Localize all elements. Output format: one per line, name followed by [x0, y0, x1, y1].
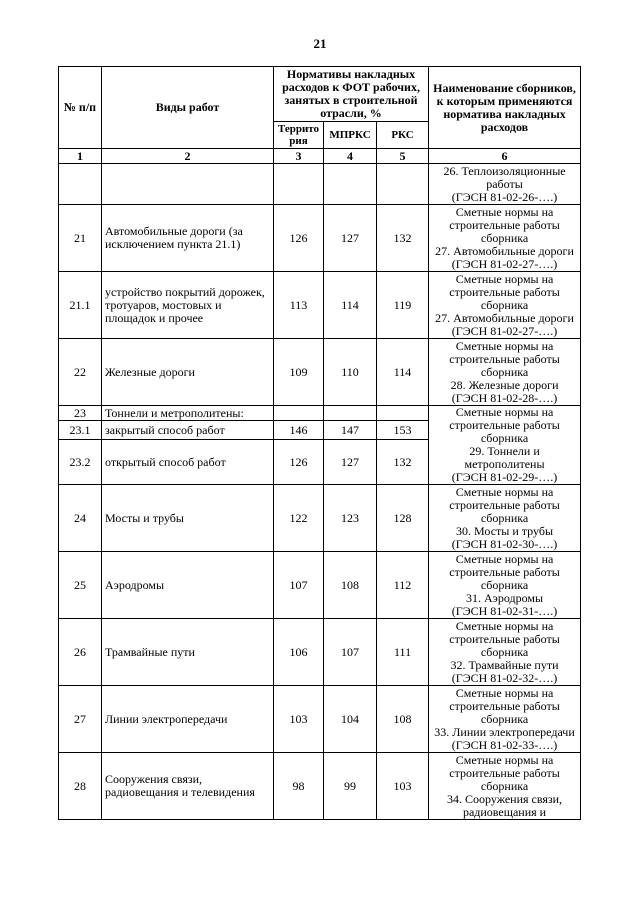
table-row	[59, 686, 581, 753]
collection-cell	[429, 753, 581, 820]
row-number: 22	[59, 339, 102, 406]
collection-line: метрополитены	[464, 457, 545, 471]
collection-line: Сметные нормы на	[455, 551, 554, 566]
collection-line: Сметные нормы на	[455, 405, 554, 419]
index-cell: 5	[377, 149, 429, 164]
collection-line: сборника	[480, 297, 529, 312]
territory-value: 107	[274, 552, 324, 619]
work-type-cell: Сооружения связи, радиовещания и телевидения	[102, 753, 274, 820]
mprks-value: 108	[324, 552, 377, 619]
collection-line: строительные работы	[449, 497, 560, 512]
collection-line: 26. Теплоизоляционные	[443, 163, 566, 178]
collection-line: сборника	[480, 431, 529, 445]
collection-line: Сметные нормы на	[455, 271, 554, 286]
rks-value: 114	[377, 339, 429, 406]
overhead-norms-table	[58, 66, 581, 820]
row-number: 27	[59, 686, 102, 753]
collection-line: сборника	[480, 711, 529, 726]
collection-line: Сметные нормы на	[455, 752, 554, 767]
row-number: 23	[59, 406, 102, 421]
page-number: 21	[313, 36, 327, 51]
work-type-cell: Тоннели и метрополитены:	[102, 406, 274, 421]
collection-line: 29. Тоннели и	[469, 444, 540, 458]
index-cell: 1	[59, 149, 102, 164]
table-row	[59, 339, 581, 406]
territory-value	[274, 164, 324, 205]
rks-value: 108	[377, 686, 429, 753]
collection-line: (ГЭСН 81-02-27-….)	[451, 323, 558, 338]
column-index-row	[59, 149, 581, 164]
row-number: 21	[59, 205, 102, 272]
row-number: 28	[59, 753, 102, 820]
work-type-cell: Линии электропередачи	[102, 686, 274, 753]
territory-value: 103	[274, 686, 324, 753]
collection-line: Сметные нормы на	[455, 204, 554, 219]
collection-cell	[429, 164, 581, 205]
rks-value: 119	[377, 272, 429, 339]
rks-value: 111	[377, 619, 429, 686]
collection-cell	[429, 406, 581, 485]
collection-line: радиовещания и	[462, 804, 547, 819]
territory-value: 106	[274, 619, 324, 686]
header-num: № п/п	[59, 67, 102, 149]
row-number: 23.1	[59, 421, 102, 440]
collection-line: (ГЭСН 81-02-31-….)	[451, 603, 558, 618]
mprks-value: 147	[324, 421, 377, 440]
header-mprks: МПРКС	[324, 122, 377, 149]
collection-line: сборника	[480, 510, 529, 525]
header-norms: Нормативы накладных расходов к ФОТ рабочих, занятых в строительной отрасли, %	[274, 67, 429, 122]
table-row	[59, 406, 581, 421]
territory-value: 126	[274, 205, 324, 272]
collection-line: строительные работы	[449, 217, 560, 232]
collection-line: (ГЭСН 81-02-33-….)	[451, 737, 558, 752]
work-type-cell: закрытый способ работ	[102, 421, 274, 440]
row-number: 25	[59, 552, 102, 619]
table-row	[59, 205, 581, 272]
collection-line: строительные работы	[449, 418, 560, 432]
territory-value: 113	[274, 272, 324, 339]
rks-value: 112	[377, 552, 429, 619]
collection-line: (ГЭСН 81-02-28-….)	[451, 390, 558, 405]
header-work-type: Виды работ	[102, 67, 274, 149]
collection-line: строительные работы	[449, 631, 560, 646]
work-type-cell	[102, 164, 274, 205]
collection-line: работы	[486, 176, 523, 191]
work-type-cell: Железные дороги	[102, 339, 274, 406]
territory-value: 109	[274, 339, 324, 406]
collection-line: 34. Сооружения связи,	[447, 791, 563, 806]
rks-value: 128	[377, 485, 429, 552]
collection-cell	[429, 552, 581, 619]
collection-cell	[429, 619, 581, 686]
collection-line: сборника	[480, 577, 529, 592]
index-cell: 3	[274, 149, 324, 164]
collection-line: (ГЭСН 81-02-29-….)	[451, 470, 558, 484]
collection-line: 27. Автомобильные дороги	[435, 310, 574, 325]
rks-value	[377, 164, 429, 205]
index-cell: 2	[102, 149, 274, 164]
collection-line: (ГЭСН 81-02-30-….)	[451, 536, 558, 551]
mprks-value: 110	[324, 339, 377, 406]
collection-line: 31. Аэродромы	[466, 590, 544, 605]
mprks-value	[324, 406, 377, 421]
mprks-value: 107	[324, 619, 377, 686]
work-type-cell: Автомобильные дороги (за исключением пункта 21.1)	[102, 205, 274, 272]
collection-line: 33. Линии электропередачи	[434, 724, 575, 739]
work-type-cell: открытый способ работ	[102, 440, 274, 485]
rks-value: 153	[377, 421, 429, 440]
table-row	[59, 272, 581, 339]
header-territory: Террито рия	[274, 122, 324, 149]
row-number: 26	[59, 619, 102, 686]
mprks-value: 127	[324, 440, 377, 485]
collection-cell	[429, 485, 581, 552]
index-cell: 4	[324, 149, 377, 164]
collection-line: 27. Автомобильные дороги	[435, 243, 574, 258]
table-row	[59, 619, 581, 686]
table-row	[59, 164, 581, 205]
header-collections: Наименование сборников, к которым применяются норматива накладных расходов	[429, 67, 581, 149]
collection-line: сборника	[480, 644, 529, 659]
collection-line: строительные работы	[449, 351, 560, 366]
table-row	[59, 753, 581, 820]
territory-value: 98	[274, 753, 324, 820]
collection-line: 30. Мосты и трубы	[456, 523, 554, 538]
work-type-cell: Аэродромы	[102, 552, 274, 619]
mprks-value: 127	[324, 205, 377, 272]
rks-value	[377, 406, 429, 421]
collection-line: (ГЭСН 81-02-26-….)	[451, 189, 558, 204]
collection-cell	[429, 686, 581, 753]
collection-line: строительные работы	[449, 564, 560, 579]
row-number	[59, 164, 102, 205]
rks-value: 132	[377, 440, 429, 485]
collection-line: строительные работы	[449, 284, 560, 299]
mprks-value: 104	[324, 686, 377, 753]
work-type-cell: Мосты и трубы	[102, 485, 274, 552]
collection-cell	[429, 272, 581, 339]
collection-line: Сметные нормы на	[455, 338, 554, 353]
territory-value: 126	[274, 440, 324, 485]
collection-line: (ГЭСН 81-02-32-….)	[451, 670, 558, 685]
mprks-value: 123	[324, 485, 377, 552]
table-row	[59, 552, 581, 619]
collection-line: сборника	[480, 230, 529, 245]
collection-line: Сметные нормы на	[455, 618, 554, 633]
collection-line: строительные работы	[449, 698, 560, 713]
collection-line: Сметные нормы на	[455, 685, 554, 700]
collection-line: строительные работы	[449, 765, 560, 780]
collection-cell	[429, 205, 581, 272]
territory-value: 122	[274, 485, 324, 552]
collection-line: 28. Железные дороги	[450, 377, 559, 392]
collection-line: сборника	[480, 364, 529, 379]
mprks-value: 114	[324, 272, 377, 339]
work-type-cell: Трамвайные пути	[102, 619, 274, 686]
table-row	[59, 485, 581, 552]
collection-line: (ГЭСН 81-02-27-….)	[451, 256, 558, 271]
collection-line: Сметные нормы на	[455, 484, 554, 499]
row-number: 24	[59, 485, 102, 552]
collection-line: сборника	[480, 778, 529, 793]
rks-value: 132	[377, 205, 429, 272]
header-rks: РКС	[377, 122, 429, 149]
mprks-value	[324, 164, 377, 205]
row-number: 23.2	[59, 440, 102, 485]
territory-value	[274, 406, 324, 421]
mprks-value: 99	[324, 753, 377, 820]
rks-value: 103	[377, 753, 429, 820]
work-type-cell: устройство покрытий дорожек, тротуаров, мостовых и площадок и прочее	[102, 272, 274, 339]
territory-value: 146	[274, 421, 324, 440]
collection-cell	[429, 339, 581, 406]
collection-line: 32. Трамвайные пути	[450, 657, 559, 672]
index-cell: 6	[429, 149, 581, 164]
row-number: 21.1	[59, 272, 102, 339]
